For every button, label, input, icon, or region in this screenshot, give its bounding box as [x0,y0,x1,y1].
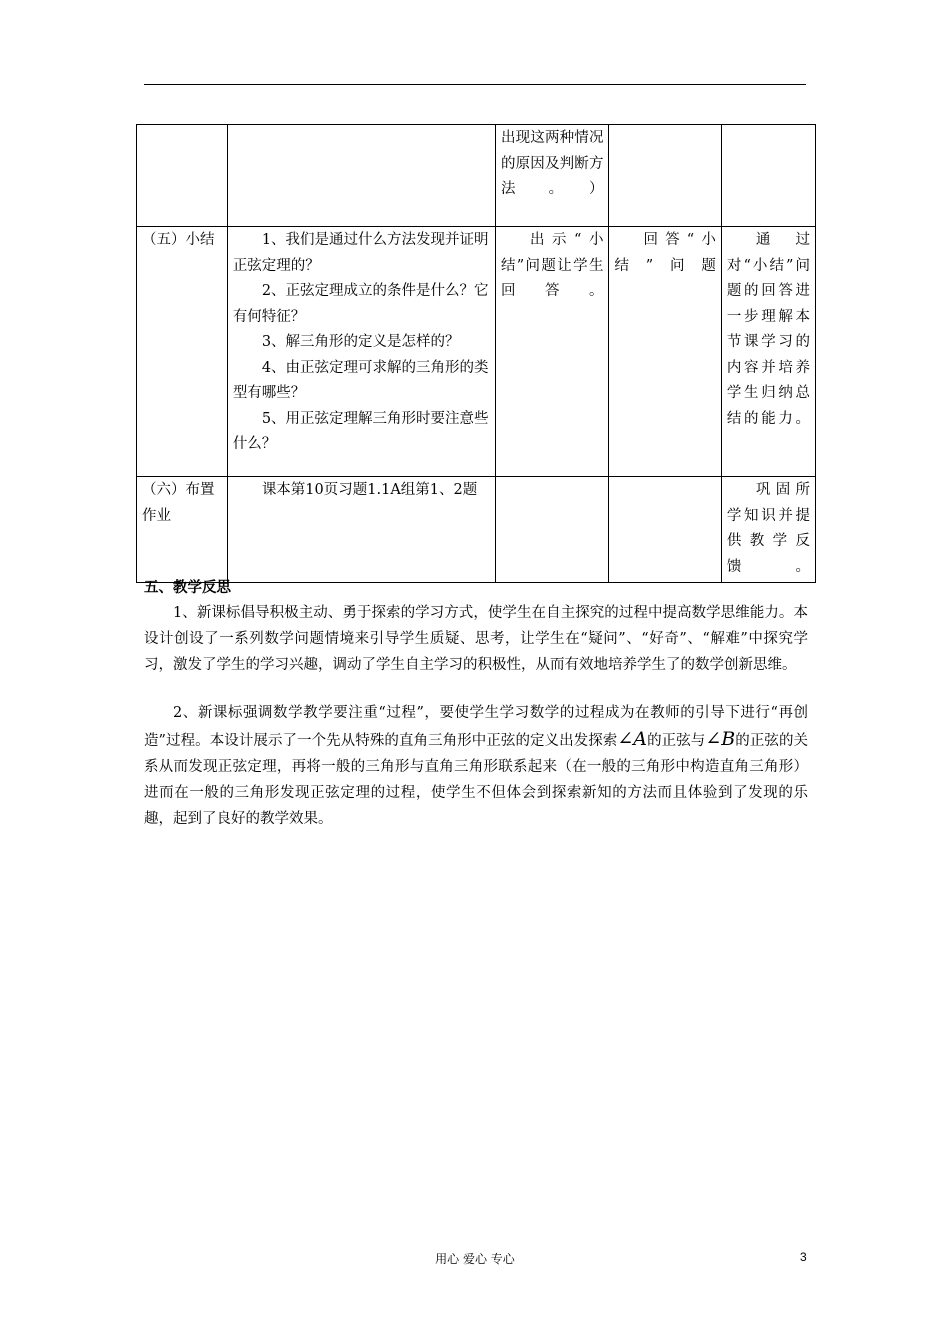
student-activity-cell: 回答“小结”问题 [609,227,721,477]
content-cell: 课本第10页习题1.1A组第1、2题 [227,477,495,583]
reflection-paragraph-1: 1、新课标倡导积极主动、勇于探索的学习方式，使学生在自主探究的过程中提高数学思维能力。本设计创设了一系列数学问题情境来引导学生质疑、思考，让学生在“疑问”、“好奇”、“解难”中探究学习，激发了学生的学习兴趣，调动了学生自主学习的积极性，从而有效地培养学生了的数学创新思维。 [144,605,808,673]
content-cell [227,227,495,477]
angle-a-symbol: ∠A [617,728,648,750]
teacher-activity-cell: 出示“小结”问题让学生回答。 [495,227,609,477]
lesson-table [136,124,816,583]
summary-question: 5、用正弦定理解三角形时要注意些什么？ [232,410,489,452]
angle-b-symbol: ∠B [705,728,736,750]
teacher-activity-cell [495,477,609,583]
student-activity-cell [609,125,721,227]
page-number: 3 [800,1250,807,1264]
table-row [137,477,816,583]
table-row [137,227,816,477]
content-cell [227,125,495,227]
stage-cell: （五）小结 [137,227,228,477]
stage-cell [137,125,228,227]
summary-question: 2、正弦定理成立的条件是什么？它有何特征？ [232,283,489,325]
summary-question: 4、由正弦定理可求解的三角形的类型有哪些？ [232,359,489,401]
table-row [137,125,816,227]
paragraph-text: 的正弦的关系从而发现正弦定理，再将一般的三角形与直角三角形联系起来（在一般的三角形中构造直角三角形）进而在一般的三角形发现正弦定理的过程，使学生不但体会到探索新知的方法而且体验到了发现的乐趣，起到了良好的教学效果。 [144,733,808,827]
footer-text: 用心 爱心 专心 [435,1252,515,1266]
design-intent-cell: 巩固所学知识并提供教学反馈。 [721,477,815,583]
design-intent-cell [721,125,815,227]
student-activity-cell [609,477,721,583]
design-intent-cell: 通过对“小结”问题的回答进一步理解本节课学习的内容并培养学生归纳总结的能力。 [721,227,815,477]
stage-cell: （六）布置作业 [137,477,228,583]
header-rule [144,84,806,85]
paragraph-text: 2、新课标强调数学教学要注重“过程”，要使学生学习数学的过程成为在教师的引导下进行“再创造”过程。本设计展示了一个先从特殊的直角三角形中正弦的定义出发探索 [144,705,808,749]
summary-question: 1、我们是通过什么方法发现并证明正弦定理的？ [232,232,489,274]
paragraph-text: 的正弦与 [647,733,706,749]
summary-question: 3、解三角形的定义是怎样的？ [261,334,460,350]
reflection-paragraph-2 [144,700,808,832]
teacher-activity-cell: 出现这两种情况的原因及判断方法。） [495,125,609,227]
section-title: 五、教学反思 [144,580,231,596]
